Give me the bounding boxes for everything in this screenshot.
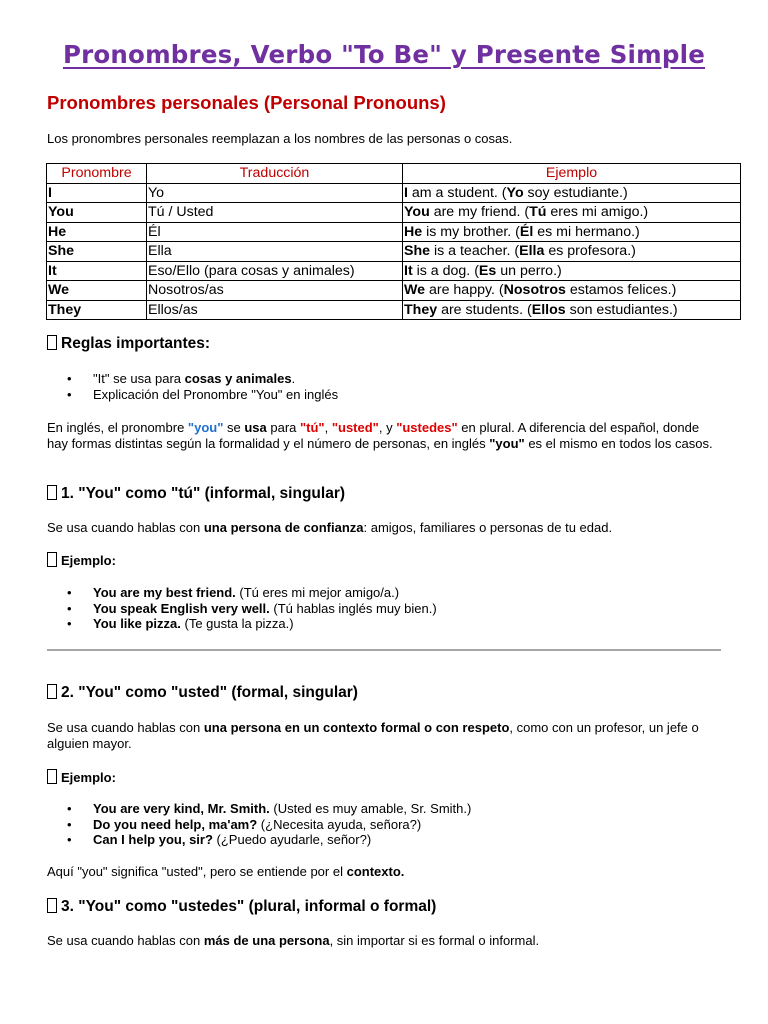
example-cell: You are my friend. (Tú eres mi amigo.)	[403, 203, 741, 223]
missing-glyph-icon	[47, 684, 57, 699]
page-title: Pronombres, Verbo "To Be" y Presente Simple	[62, 40, 706, 69]
missing-glyph-icon	[47, 769, 57, 784]
example-cell: They are students. (Ellos son estudiantes.)	[403, 300, 741, 320]
ustedes-description: Se usa cuando hablas con más de una persona, sin importar si es formal o informal.	[47, 933, 540, 948]
translation-cell: Eso/Ello (para cosas y animales)	[147, 261, 403, 281]
usted-examples-list	[47, 801, 471, 848]
table-header-row	[47, 164, 741, 184]
rules-list	[47, 371, 338, 402]
horizontal-divider	[47, 649, 721, 651]
missing-glyph-icon	[47, 898, 57, 913]
tu-example-label: Ejemplo:	[47, 552, 116, 568]
table-row	[47, 281, 741, 301]
missing-glyph-icon	[47, 552, 57, 567]
pronoun-cell: It	[47, 261, 147, 281]
usted-example-label: Ejemplo:	[47, 769, 116, 785]
missing-glyph-icon	[47, 485, 57, 500]
section-heading-personal-pronouns: Pronombres personales (Personal Pronouns)	[47, 92, 446, 113]
table-row	[47, 261, 741, 281]
missing-glyph-icon	[47, 335, 57, 350]
example-cell: She is a teacher. (Ella es profesora.)	[403, 242, 741, 262]
list-item: • Do you need help, ma'am? (¿Necesita ayuda, señora?)	[67, 816, 422, 832]
table-row	[47, 242, 741, 262]
pronoun-cell: I	[47, 183, 147, 203]
header-traduccion: Traducción	[147, 164, 403, 184]
example-cell: He is my brother. (Él es mi hermano.)	[403, 222, 741, 242]
table-row	[47, 222, 741, 242]
pronoun-cell: We	[47, 281, 147, 301]
example-cell: I am a student. (Yo soy estudiante.)	[403, 183, 741, 203]
list-item: • You are very kind, Mr. Smith. (Usted es muy amable, Sr. Smith.)	[67, 801, 472, 816]
table-row	[47, 183, 741, 203]
list-item: • Can I help you, sir? (¿Puedo ayudarle, señor?)	[67, 832, 372, 847]
table-row	[47, 203, 741, 223]
header-ejemplo: Ejemplo	[403, 164, 741, 184]
tu-examples-list	[47, 585, 437, 632]
tu-description: Se usa cuando hablas con una persona de confianza: amigos, familiares o personas de tu edad.	[47, 520, 613, 535]
section-heading-you-tu: 1. "You" como "tú" (informal, singular)	[47, 485, 345, 503]
section-heading-you-ustedes: 3. "You" como "ustedes" (plural, informal o formal)	[47, 898, 436, 916]
usted-description: Se usa cuando hablas con una persona en un contexto formal o con respeto, como con un profesor, un jefe o alguien mayor.	[47, 720, 699, 751]
table-row	[47, 300, 741, 320]
translation-cell: Ellos/as	[147, 300, 403, 320]
intro-paragraph: Los pronombres personales reemplazan a los nombres de las personas o cosas.	[47, 131, 513, 146]
list-item: • You speak English very well. (Tú hablas inglés muy bien.)	[67, 600, 437, 616]
translation-cell: Ella	[147, 242, 403, 262]
example-cell: It is a dog. (Es un perro.)	[403, 261, 741, 281]
usted-note: Aquí "you" significa "usted", pero se entiende por el contexto.	[47, 864, 405, 879]
pronoun-cell: You	[47, 203, 147, 223]
pronoun-cell: He	[47, 222, 147, 242]
translation-cell: Nosotros/as	[147, 281, 403, 301]
example-cell: We are happy. (Nosotros estamos felices.)	[403, 281, 741, 301]
section-heading-you-usted: 2. "You" como "usted" (formal, singular)	[47, 684, 358, 702]
pronoun-cell: She	[47, 242, 147, 262]
translation-cell: Yo	[147, 183, 403, 203]
rules-heading: Reglas importantes:	[47, 335, 210, 353]
pronouns-table	[46, 163, 741, 320]
list-item: • "It" se usa para cosas y animales.	[67, 371, 296, 386]
translation-cell: Él	[147, 222, 403, 242]
list-item: • You like pizza. (Te gusta la pizza.)	[67, 616, 294, 631]
header-pronombre: Pronombre	[47, 164, 147, 184]
translation-cell: Tú / Usted	[147, 203, 403, 223]
list-item: • Explicación del Pronombre "You" en inglés	[67, 386, 339, 402]
pronoun-cell: They	[47, 300, 147, 320]
list-item: • You are my best friend. (Tú eres mi mejor amigo/a.)	[67, 585, 400, 600]
you-explanation-paragraph: En inglés, el pronombre "you" se usa para "tú", "usted", y "ustedes" en plural. A diferencia del español, donde hay formas distintas según la formalidad y el número de personas, en inglés "you" es el mismo en todos los casos.	[47, 420, 713, 451]
